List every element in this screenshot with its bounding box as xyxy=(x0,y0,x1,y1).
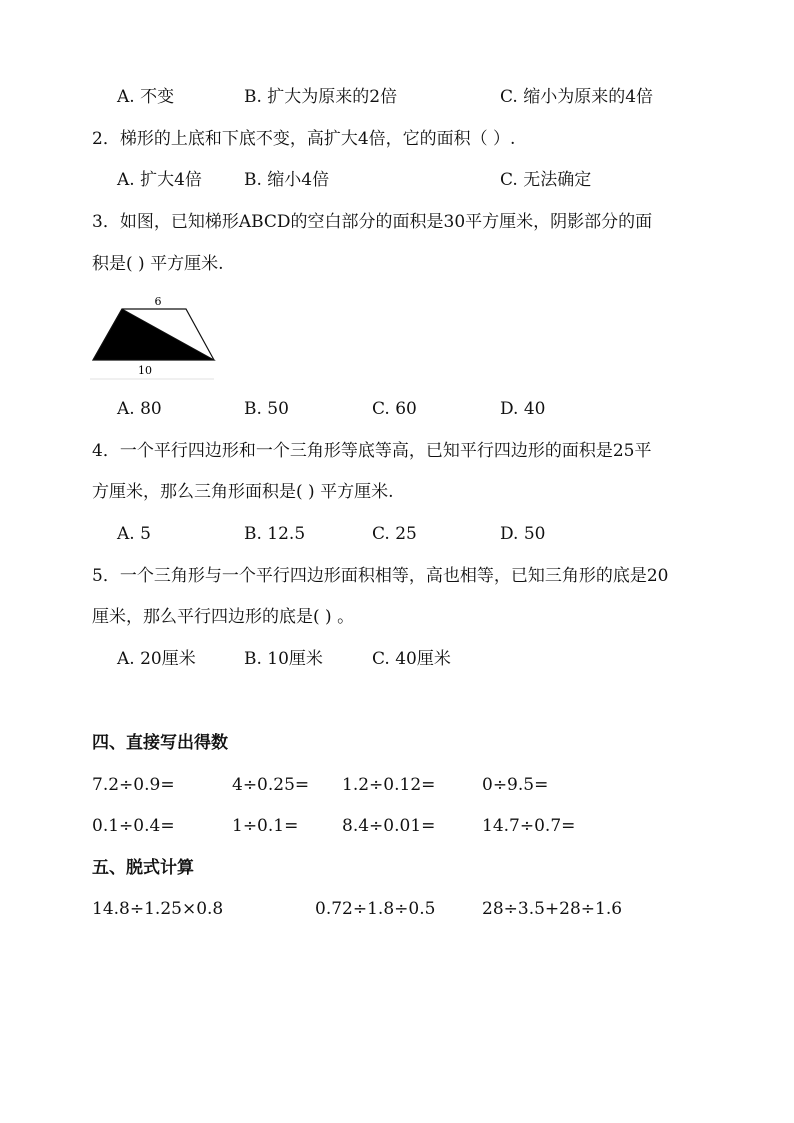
q4-option-c: C. 25 xyxy=(372,524,417,544)
q5-stem-line2: 厘米，那么平行四边形的底是( ) 。 xyxy=(92,607,355,627)
bottom-length-label: 10 xyxy=(138,364,152,377)
calc-item: 0÷9.5= xyxy=(482,775,549,795)
calc-item: 0.1÷0.4= xyxy=(92,816,175,836)
section5-heading: 五、脱式计算 xyxy=(92,858,194,878)
q1-option-c: C. 缩小为原来的4倍 xyxy=(500,87,654,107)
calc-item: 1.2÷0.12= xyxy=(342,775,436,795)
calc-item: 1÷0.1= xyxy=(232,816,299,836)
q2-option-c: C. 无法确定 xyxy=(500,170,592,190)
q5-stem-line1: 5．一个三角形与一个平行四边形面积相等，高也相等，已知三角形的底是20 xyxy=(92,566,669,586)
calc-expression: 14.8÷1.25×0.8 xyxy=(92,899,224,919)
q3-option-a: A. 80 xyxy=(117,399,162,419)
q3-option-b: B. 50 xyxy=(244,399,289,419)
q5-option-c: C. 40厘米 xyxy=(372,649,451,669)
q4-option-d: D. 50 xyxy=(500,524,546,544)
top-length-label: 6 xyxy=(154,295,162,308)
q3-option-c: C. 60 xyxy=(372,399,417,419)
q2-stem: 2．梯形的上底和下底不变，高扩大4倍，它的面积（ ）. xyxy=(92,129,516,149)
q4-stem-line1: 4．一个平行四边形和一个三角形等底等高，已知平行四边形的面积是25平 xyxy=(92,441,652,461)
section4-heading: 四、直接写出得数 xyxy=(92,733,228,753)
shaded-triangle xyxy=(93,309,214,360)
calc-item: 8.4÷0.01= xyxy=(342,816,436,836)
q4-option-a: A. 5 xyxy=(117,524,151,544)
calc-expression: 0.72÷1.8÷0.5 xyxy=(315,899,436,919)
q1-option-a: A. 不变 xyxy=(117,87,175,107)
calc-expression: 28÷3.5+28÷1.6 xyxy=(482,899,623,919)
q2-option-b: B. 缩小4倍 xyxy=(244,170,330,190)
q4-stem-line2: 方厘米，那么三角形面积是( ) 平方厘米. xyxy=(92,482,394,502)
q1-option-b: B. 扩大为原来的2倍 xyxy=(244,87,398,107)
trapezoid-figure xyxy=(90,292,220,388)
q3-stem-line2: 积是( ) 平方厘米. xyxy=(92,254,224,274)
q5-option-b: B. 10厘米 xyxy=(244,649,323,669)
calc-item: 7.2÷0.9= xyxy=(92,775,175,795)
q4-option-b: B. 12.5 xyxy=(244,524,306,544)
calc-item: 14.7÷0.7= xyxy=(482,816,576,836)
calc-item: 4÷0.25= xyxy=(232,775,310,795)
trapezoid-diagram xyxy=(90,292,220,384)
q5-option-a: A. 20厘米 xyxy=(117,649,196,669)
q3-option-d: D. 40 xyxy=(500,399,546,419)
q2-option-a: A. 扩大4倍 xyxy=(117,170,202,190)
q3-stem-line1: 3．如图，已知梯形ABCD的空白部分的面积是30平方厘米，阴影部分的面 xyxy=(92,212,653,232)
